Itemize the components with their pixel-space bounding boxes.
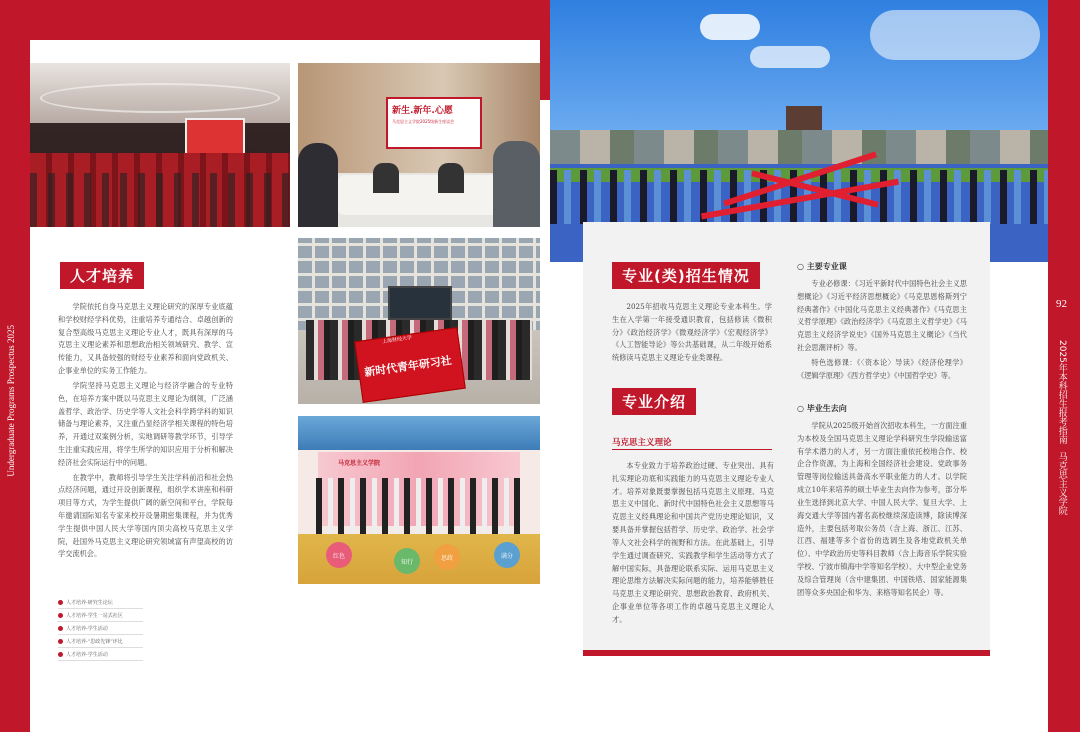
banner-top-text: 上海财经大学	[381, 334, 413, 346]
bullet-icon	[58, 639, 63, 644]
left-paragraph: 学院坚持马克思主义理论与经济学融合的专业特色，在培养方案中既以马克思主义理论为纲领，广泛涵盖哲学、政治学、历史学等人文社会科学跨学科的知识储备与理论素养，又注重凸显经济学相关课程的特色培养，开通过双案例分析，实地调研等教学环节，引导学生注重实践应用，将学生所学的知识应用于分析和解决经济社会实际运行中的问题。	[58, 380, 233, 467]
graduate-text: 学院从2025级开始首次招收本科生，一方面注重为本校及全国马克思主义理论学科研究生学段输送富有学术潜力的人才，另一方面注重依托校地合作、校企合作资源，为上海和全国经济社会建设、党政事务管理等岗位输送具备高水平职业能力的人才。以学院成立10年来培养的硕士毕业生去向作为参考，部分毕业生选择到北京大学、中国人民大学、复旦大学、上海交通大学等国内著名高校继续深造读博，除读博深造外，主要包括考取公务员（含上海、浙江、江苏、江西、福建等多个省份的选调生及各地党政机关单位）、中学政治历史等科目教师（含上海音乐学院实验学校、宁波市镇海中学等知名学校）、大中型企业党务及综合管理岗（含中建集团、中国铁塔、国家能源集团等众多央国企和华为、来格等知名民企）等。	[797, 421, 967, 597]
bullet-icon	[58, 652, 63, 657]
bullet-icon	[58, 613, 63, 618]
stage-sign-3: 思政	[434, 544, 460, 570]
caption-item: 人才培养-学生活动	[58, 648, 143, 661]
graduate-heading: ○ 毕业生去向	[797, 404, 847, 413]
left-page-number: 91	[7, 298, 18, 310]
bullet-icon	[58, 626, 63, 631]
heading-major-intro: 专业介绍	[612, 388, 696, 415]
caption-item: 人才培养-学生一站式社区	[58, 609, 143, 622]
panel-bottom-bar	[583, 650, 990, 656]
left-side-title: Undergraduate Programs Prospectus 2025	[6, 325, 16, 477]
stage-sign-1: 红色	[326, 542, 352, 568]
caption-item: 人才培养-学生活动	[58, 622, 143, 635]
heading-talent-cultivation: 人才培养	[60, 262, 144, 289]
enrollment-text: 2025年招收马克思主义理论专业本科生。学生在入学第一年接受通识教育，包括修读《微积分》《政治经济学》《微观经济学》《宏观经济学》《人工智能导论》等公共基础课，从二年级开始系统修读马克思主义理论专业类课程。	[612, 302, 772, 363]
main-courses-text: 专业必修课：《习近平新时代中国特色社会主义思想概论》《习近平经济思想概论》《马克思恩格斯列宁经典著作》《中国化马克思主义经典著作》《马克思主义哲学原理》《政治经济学》《马克思主义哲学史》《马克思主义经济学说史》《国外马克思主义概论》《当代社会思潮评析》等。 特色选修课：《〈资本论〉导读》《经济伦理学》《逻辑学原理》《西方哲学史》《中国哲学史》等。	[797, 279, 967, 380]
major-intro-text: 本专业致力于培养政治过硬、专业突出、具有扎实理论功底和实践能力的马克思主义理论专业人才。培养对象既要掌握包括马克思主义原理、马克思主义中国化、新时代中国特色社会主义思想等马克思主义经典理论和中国共产党历史理论知识，又要具备并掌握包括哲学、历史学、政治学、社会学等人文社会科学的视野和方法。在此基础上，引导学生通过调查研究、实践教学和学生活动等方式了解中国实际，具备理论联系实际、运用马克思主义理论思维方法解决实际问题的能力，培养能够胜任马克思主义理论研究、思想政治教育、政府机关、企事业单位等各项工作的卓越马克思主义理论人才。	[612, 461, 774, 624]
stage-sign-4: 满分	[494, 542, 520, 568]
top-red-band	[0, 0, 550, 40]
main-courses-heading: ○ 主要专业课	[797, 262, 847, 271]
slide-subtitle: 马克思主义学院2025级新生座谈会	[392, 119, 455, 124]
major-subheading: 马克思主义理论	[612, 438, 672, 448]
photo-caption-list	[58, 596, 143, 661]
photo-lecture-hall	[30, 63, 290, 227]
stage-sign-2: 知行	[394, 548, 420, 574]
subheading-rule	[612, 449, 772, 450]
photo-stage-event	[298, 416, 540, 584]
left-paragraph: 在教学中，教师将引导学生关注学科前沿和社会热点经济问题，通过开设创新课程，组织学术讲座和科研项目等方式，为学生提供广阔的新空间和平台，学院每年邀请国际知名专家来校开设暑期密集课程，并为优秀学生提供中国人民大学等国内顶尖高校马克思主义学院，赴国外马克思主义理论研究领域富有声望高校的访学交流机会。	[58, 472, 233, 559]
bullet-icon	[58, 600, 63, 605]
middle-red-band	[540, 40, 550, 100]
photo-group-banner	[298, 238, 540, 404]
left-body-text	[58, 301, 233, 563]
stage-title: 马克思主义学院	[338, 460, 381, 467]
heading-enrollment: 专业(类)招生情况	[612, 262, 760, 289]
right-page-number: 92	[1056, 298, 1067, 310]
right-side-title-1: 2025年本科招生报考指南	[1056, 340, 1067, 444]
caption-item: 人才培养-研究生论坛	[58, 596, 143, 609]
right-side-title-2: 马克思主义学院	[1056, 452, 1067, 515]
slide-title: 新生.新年.心愿	[392, 106, 453, 116]
left-paragraph: 学院依托自身马克思主义理论研究的深厚专业底蕴和学校财经学科优势，注重培养专通结合、卓越创新的复合型高级马克思主义理论专业人才，既具有深厚的马克思主义理论素养和思想政治相关领域研究、教学、宣传能力，又具备较强的财经专业素养和面向党政机关、企事业单位的实务工作能力。	[58, 302, 233, 376]
photo-meeting	[298, 63, 540, 227]
banner-text: 新时代青年研习社	[363, 353, 453, 380]
caption-item: 人才培养-“思政先锋”评比	[58, 635, 143, 648]
